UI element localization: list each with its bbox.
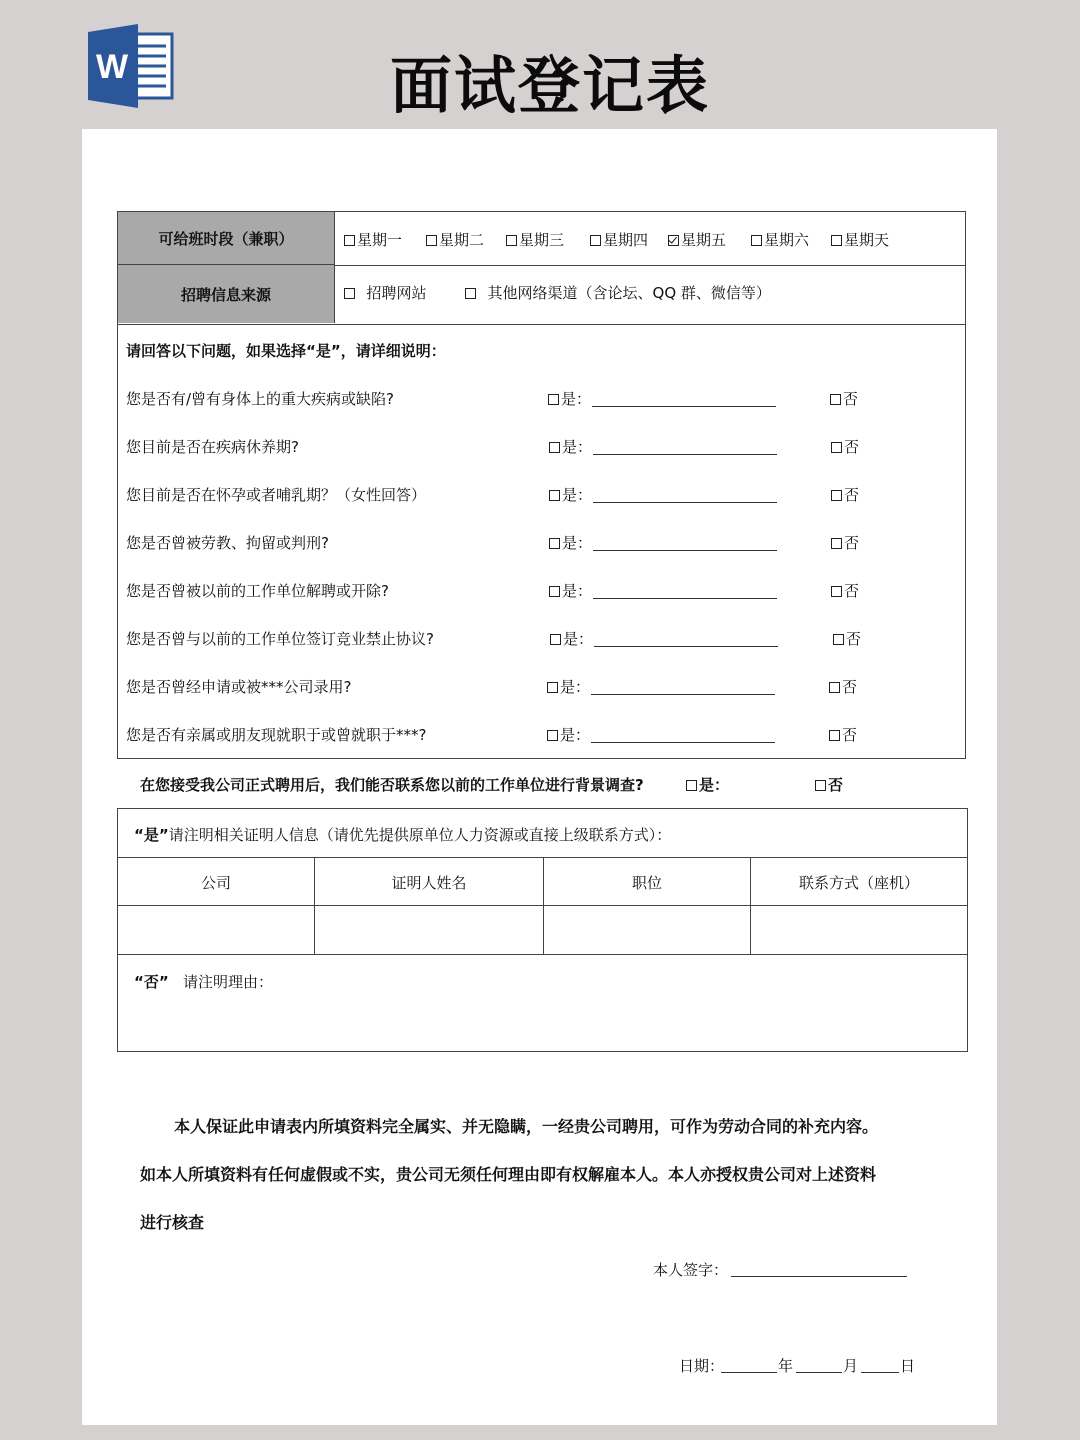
- day-option[interactable]: 星期六: [751, 229, 809, 250]
- month-line[interactable]: [796, 1372, 842, 1373]
- checkbox-icon[interactable]: [829, 730, 840, 741]
- checkbox-icon[interactable]: [751, 235, 762, 246]
- position-cell[interactable]: [544, 906, 750, 954]
- column-header-company: 公司: [200, 873, 231, 892]
- day-label: 日: [900, 1357, 916, 1375]
- checkbox-icon[interactable]: [831, 490, 842, 501]
- yes-option[interactable]: 是：: [548, 388, 591, 409]
- no-option[interactable]: 否: [831, 436, 859, 457]
- yes-option[interactable]: 是：: [549, 484, 592, 505]
- page-title: 面试登记表: [389, 49, 710, 122]
- background-yes-option[interactable]: 是：: [686, 774, 729, 795]
- day-option[interactable]: 星期一: [344, 229, 402, 250]
- checkbox-icon[interactable]: [506, 235, 517, 246]
- source-option-other[interactable]: 其他网络渠道（含论坛、QQ 群、微信等）: [465, 282, 771, 303]
- month-label: 月: [843, 1357, 859, 1375]
- statement-line-3: 进行核查: [140, 1213, 205, 1232]
- yes-detail-line[interactable]: [591, 742, 775, 743]
- signature-label: 本人签字：: [653, 1261, 729, 1279]
- question-7: 您是否曾经申请或被***公司录用?: [126, 678, 352, 696]
- question-4: 您是否曾被劳教、拘留或判刑?: [126, 534, 329, 552]
- yes-option[interactable]: 是：: [550, 628, 593, 649]
- checkbox-icon[interactable]: [344, 235, 355, 246]
- checkbox-icon[interactable]: [549, 490, 560, 501]
- question-2: 您目前是否在疾病休养期?: [126, 438, 299, 456]
- day-option[interactable]: 星期二: [426, 229, 484, 250]
- checkbox-icon[interactable]: [830, 394, 841, 405]
- checkbox-icon[interactable]: [590, 235, 601, 246]
- day-option[interactable]: 星期三: [506, 229, 564, 250]
- source-option-website[interactable]: 招聘网站: [344, 282, 427, 303]
- column-header-contact: 联系方式（座机）: [798, 873, 919, 892]
- no-reason-label: “否” 请注明理由：: [134, 973, 274, 991]
- no-option[interactable]: 否: [829, 676, 857, 697]
- questions-intro: 请回答以下问题，如果选择“是”，请详细说明：: [126, 342, 446, 360]
- checkbox-icon[interactable]: [831, 538, 842, 549]
- checkbox-icon[interactable]: [831, 586, 842, 597]
- references-table: [117, 808, 968, 1052]
- yes-option[interactable]: 是：: [547, 724, 590, 745]
- yes-detail-line[interactable]: [593, 454, 777, 455]
- date-label: 日期：: [679, 1357, 725, 1375]
- no-option[interactable]: 否: [829, 724, 857, 745]
- shift-days: [344, 229, 964, 251]
- yes-option[interactable]: 是：: [549, 436, 592, 457]
- column-header-reference-name: 证明人姓名: [391, 873, 467, 892]
- yes-detail-line[interactable]: [594, 646, 778, 647]
- background-check-question: 在您接受我公司正式聘用后，我们能否联系您以前的工作单位进行背景调查?: [140, 776, 644, 794]
- question-5: 您是否曾被以前的工作单位解聘或开除?: [126, 582, 389, 600]
- checkbox-icon[interactable]: [465, 288, 476, 299]
- source-label: 招聘信息来源: [118, 265, 335, 323]
- question-3: 您目前是否在怀孕或者哺乳期？（女性回答）: [126, 486, 427, 504]
- contact-cell[interactable]: [751, 906, 967, 954]
- no-option[interactable]: 否: [831, 580, 859, 601]
- yes-detail-line[interactable]: [592, 406, 776, 407]
- column-header-position: 职位: [631, 873, 662, 892]
- reference-name-cell[interactable]: [315, 906, 543, 954]
- background-no-option[interactable]: 否: [815, 774, 843, 795]
- checkbox-icon[interactable]: [547, 730, 558, 741]
- shift-label: 可给班时段（兼职）: [118, 212, 335, 265]
- question-8: 您是否有亲属或朋友现就职于或曾就职于***?: [126, 726, 427, 744]
- checkbox-icon[interactable]: [831, 442, 842, 453]
- statement-line-1: 本人保证此申请表内所填资料完全属实、并无隐瞒，一经贵公司聘用，可作为劳动合同的补充内容。: [174, 1117, 879, 1136]
- word-logo-icon: [86, 24, 176, 108]
- no-option[interactable]: 否: [831, 484, 859, 505]
- yes-detail-line[interactable]: [593, 550, 777, 551]
- yes-detail-line[interactable]: [591, 694, 775, 695]
- top-table: [117, 211, 966, 325]
- checkbox-icon[interactable]: [833, 634, 844, 645]
- checkbox-icon[interactable]: [426, 235, 437, 246]
- no-option[interactable]: 否: [831, 532, 859, 553]
- checkbox-icon[interactable]: [550, 634, 561, 645]
- day-option[interactable]: 星期天: [831, 229, 889, 250]
- checkbox-icon[interactable]: [547, 682, 558, 693]
- no-option[interactable]: 否: [833, 628, 861, 649]
- yes-option[interactable]: 是：: [549, 532, 592, 553]
- checkbox-icon[interactable]: [549, 586, 560, 597]
- day-line[interactable]: [861, 1372, 899, 1373]
- year-line[interactable]: [721, 1372, 777, 1373]
- question-1: 您是否有/曾有身体上的重大疾病或缺陷?: [126, 390, 395, 408]
- checkbox-icon[interactable]: [815, 780, 826, 791]
- yes-option[interactable]: 是：: [549, 580, 592, 601]
- yes-detail-line[interactable]: [593, 502, 777, 503]
- day-option[interactable]: 星期四: [590, 229, 648, 250]
- no-reason-field[interactable]: [118, 955, 967, 1051]
- checkbox-icon[interactable]: [549, 538, 560, 549]
- signature-line[interactable]: [731, 1276, 907, 1277]
- no-option[interactable]: 否: [830, 388, 858, 409]
- checkbox-icon[interactable]: [831, 235, 842, 246]
- word-logo-letter: W: [95, 48, 129, 86]
- questions-box: [117, 324, 966, 759]
- checkbox-icon[interactable]: [548, 394, 559, 405]
- checkbox-icon[interactable]: [549, 442, 560, 453]
- checkbox-icon[interactable]: [686, 780, 697, 791]
- day-option[interactable]: 星期五: [668, 229, 726, 250]
- references-note: “是”请注明相关证明人信息（请优先提供原单位人力资源或直接上级联系方式）：: [134, 826, 672, 844]
- question-6: 您是否曾与以前的工作单位签订竞业禁止协议?: [126, 630, 434, 648]
- form-sheet: [82, 129, 997, 1425]
- checkbox-icon[interactable]: [344, 288, 355, 299]
- yes-detail-line[interactable]: [593, 598, 777, 599]
- company-cell[interactable]: [118, 906, 314, 954]
- checkbox-checked-icon[interactable]: [668, 235, 679, 246]
- year-label: 年: [778, 1357, 794, 1375]
- statement-line-2: 如本人所填资料有任何虚假或不实，贵公司无须任何理由即有权解雇本人。本人亦授权贵公司对上述资料: [140, 1165, 877, 1184]
- yes-option[interactable]: 是：: [547, 676, 590, 697]
- checkbox-icon[interactable]: [829, 682, 840, 693]
